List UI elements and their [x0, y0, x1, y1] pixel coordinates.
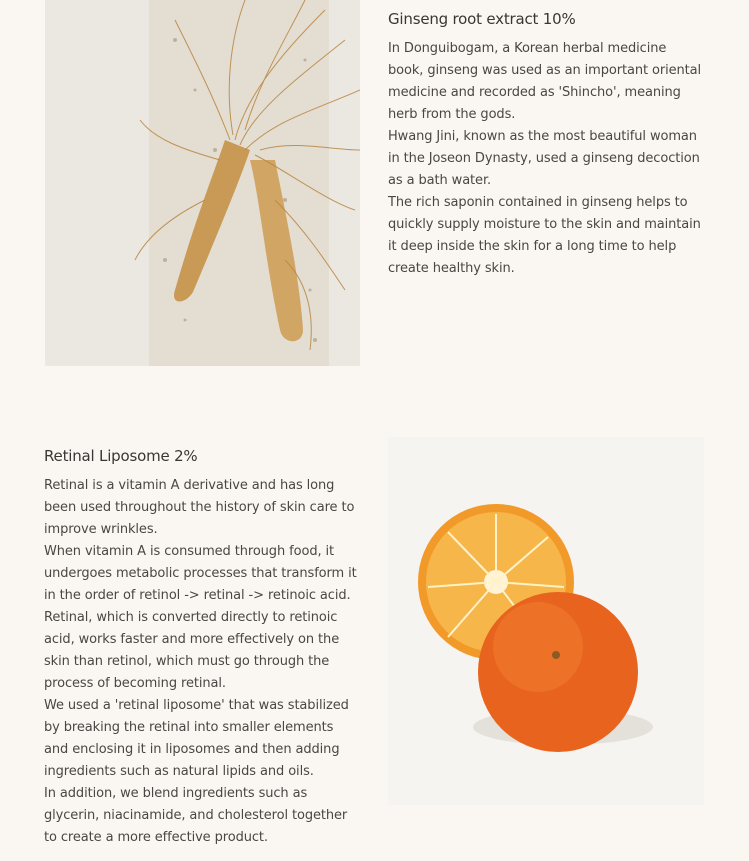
ginseng-paragraph-3: The rich saponin contained in ginseng helps to quickly supply moisture to the skin and maintain it deep inside the skin for a long time to help create healthy skin. — [388, 195, 701, 276]
ginseng-paragraph-2: Hwang Jini, known as the most beautiful woman in the Joseon Dynasty, used a ginseng decoction as a bath water. — [388, 129, 700, 188]
retinal-paragraph-1: Retinal is a vitamin A derivative and has long been used throughout the history of skin care to improve wrinkles. — [44, 478, 355, 537]
retinal-paragraph-2: When vitamin A is consumed through food, it undergoes metabolic processes that transform it in the order of retinol -> retinal -> retinoic acid. — [44, 544, 357, 603]
ginseng-root-image — [45, 0, 360, 366]
retinal-paragraph-4: We used a 'retinal liposome' that was stabilized by breaking the retinal into smaller elements and enclosing it in liposomes and then adding ingredients such as natural lipids and oils. — [44, 698, 349, 779]
ginseng-paragraph-1: In Donguibogam, a Korean herbal medicine book, ginseng was used as an important oriental medicine and recorded as 'Shincho', meaning herb from the gods. — [388, 41, 702, 122]
retinal-title: Retinal Liposome 2% — [44, 447, 198, 465]
retinal-section — [44, 447, 360, 849]
ginseng-section — [388, 10, 704, 280]
orange-image — [388, 437, 704, 805]
retinal-paragraph-3: Retinal, which is converted directly to retinoic acid, works faster and more effectively on the skin than retinol, which must go through the process of becoming retinal. — [44, 610, 340, 691]
ginseng-title: Ginseng root extract 10% — [388, 10, 576, 28]
retinal-paragraph-5: In addition, we blend ingredients such as glycerin, niacinamide, and cholesterol together to create a more effective product. — [44, 786, 348, 845]
